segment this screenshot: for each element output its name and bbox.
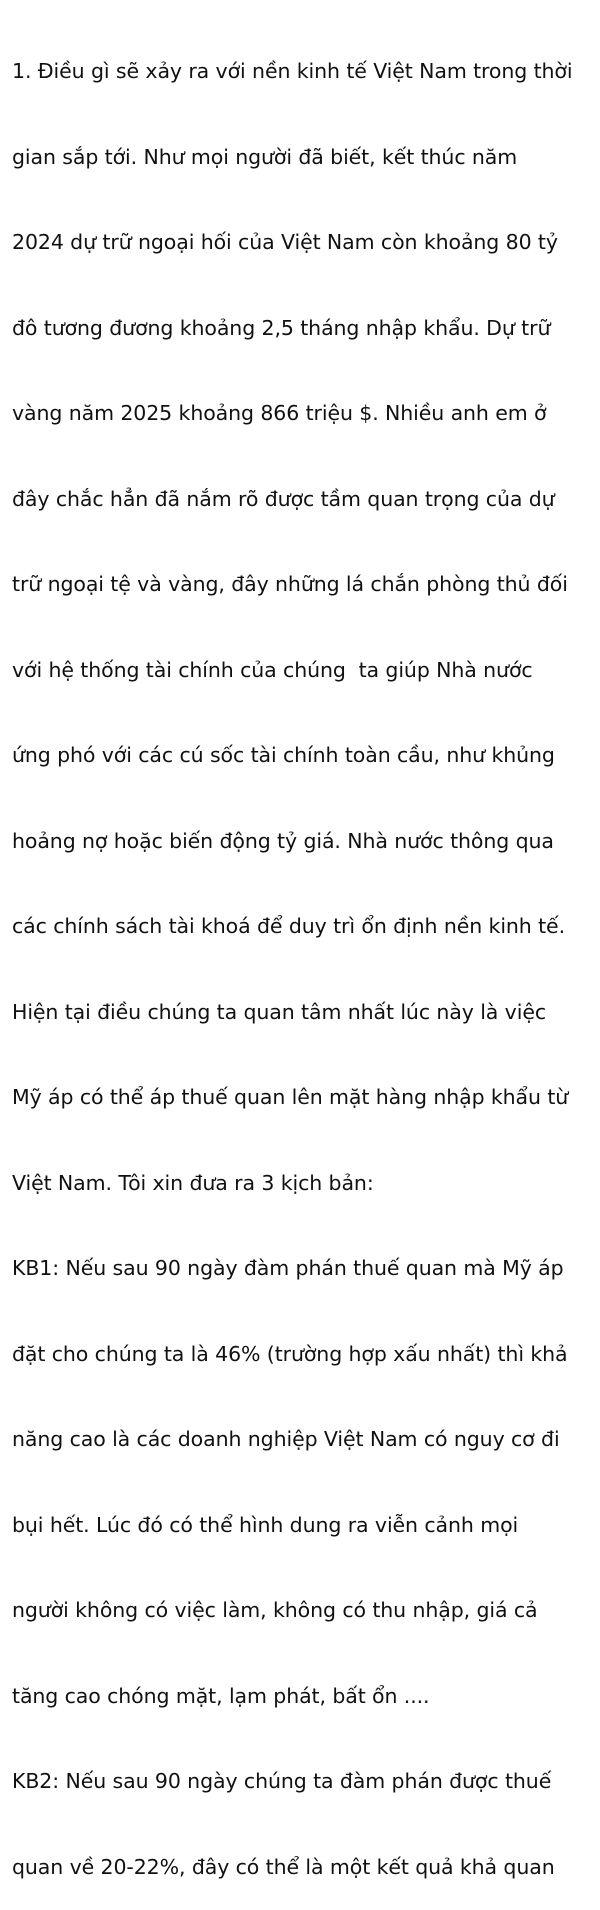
- text-line: 1. Điều gì sẽ xảy ra với nền kinh tế Việt Nam trong thời: [12, 59, 573, 83]
- text-line: các chính sách tài khoá để duy trì ổn định nền kinh tế.: [12, 914, 565, 938]
- text-line: gian sắp tới. Như mọi người đã biết, kết thúc năm: [12, 144, 518, 169]
- text-line: đây chắc hẳn đã nắm rõ được tầm quan trọng của dự: [12, 486, 555, 511]
- text-line: tăng cao chóng mặt, lạm phát, bất ổn ....: [12, 1683, 430, 1708]
- text-line: 2024 dự trữ ngoại hối của Việt Nam còn khoảng 80 tỷ: [12, 230, 558, 254]
- text-line: vàng năm 2025 khoảng 866 triệu $. Nhiều anh em ở: [12, 401, 547, 425]
- text-line: người không có việc làm, không có thu nhập, giá cả: [12, 1598, 538, 1622]
- text-line: với hệ thống tài chính của chúng ta giúp Nhà nước: [12, 657, 533, 682]
- text-line: quan về 20-22%, đây có thể là một kết quả khả quan: [12, 1854, 555, 1879]
- text-line: ứng phó với các cú sốc tài chính toàn cầu, như khủng: [12, 743, 555, 767]
- text-line: bụi hết. Lúc đó có thể hình dung ra viễn cảnh mọi: [12, 1512, 519, 1537]
- text-line: hoảng nợ hoặc biến động tỷ giá. Nhà nước thông qua: [12, 828, 554, 853]
- text-line: đặt cho chúng ta là 46% (trường hợp xấu nhất) thì khả: [12, 1341, 568, 1366]
- text-line: đô tương đương khoảng 2,5 tháng nhập khẩu. Dự trữ: [12, 315, 551, 340]
- text-line: năng cao là các doanh nghiệp Việt Nam có nguy cơ đi: [12, 1427, 560, 1451]
- text-line: trữ ngoại tệ và vàng, đây những lá chắn phòng thủ đối: [12, 572, 568, 596]
- text-line: Hiện tại điều chúng ta quan tâm nhất lúc này là việc: [12, 999, 546, 1024]
- text-line: KB2: Nếu sau 90 ngày chúng ta đàm phán được thuế: [12, 1769, 552, 1793]
- text-line: KB1: Nếu sau 90 ngày đàm phán thuế quan mà Mỹ áp: [12, 1256, 564, 1280]
- text-line: Mỹ áp có thể áp thuế quan lên mặt hàng nhập khẩu từ: [12, 1085, 569, 1109]
- post-body: [12, 0, 600, 1910]
- text-line: Việt Nam. Tôi xin đưa ra 3 kịch bản:: [12, 1170, 374, 1195]
